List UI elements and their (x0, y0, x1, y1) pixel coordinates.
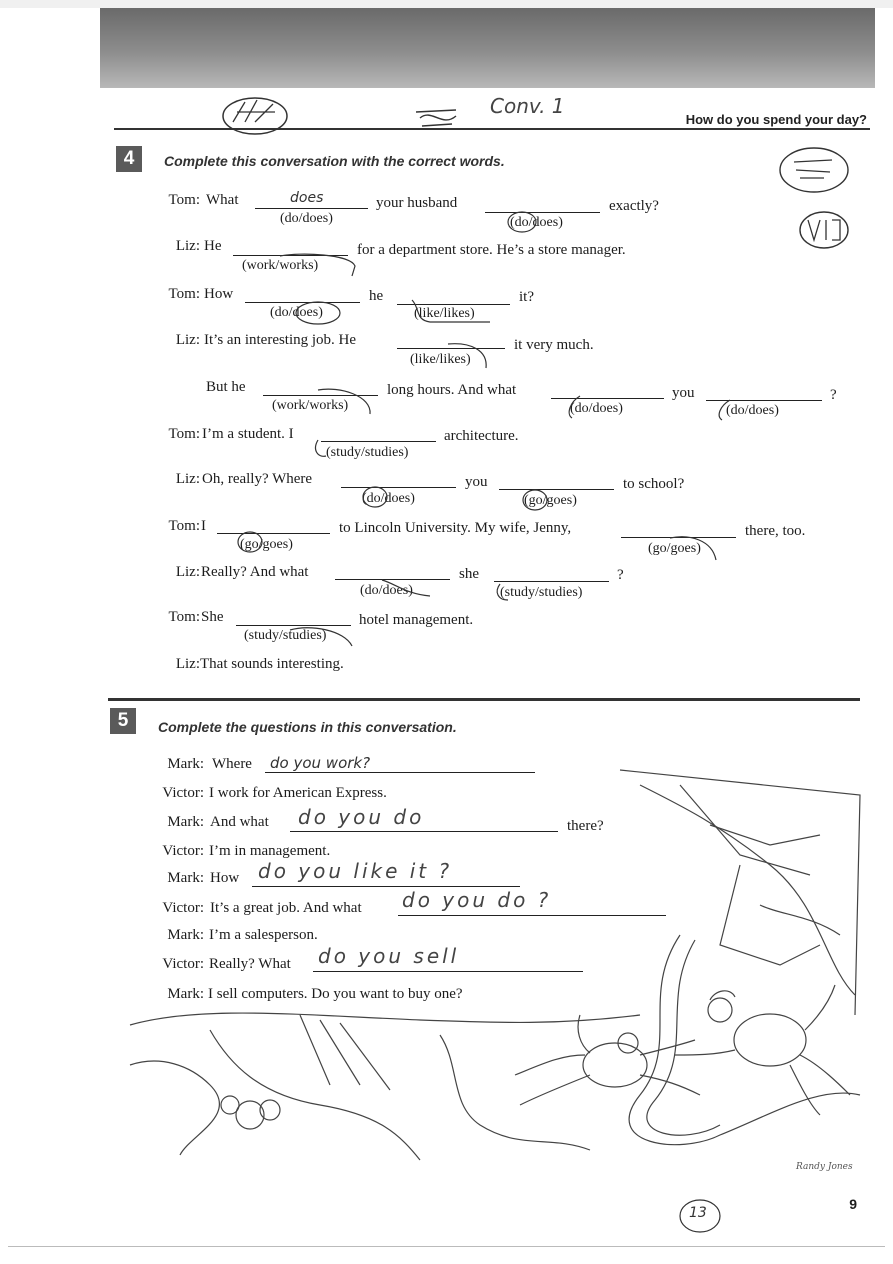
line-text: How (210, 870, 240, 886)
hint: (work/works) (242, 258, 319, 273)
handwritten-answer: do you sell (318, 944, 460, 968)
handwritten-conv-note: Conv. 1 (490, 94, 565, 118)
speaker: Victor: (162, 900, 204, 916)
speaker: Mark: (167, 814, 204, 830)
line-text: ? (617, 567, 624, 583)
hint: (study/studies) (326, 445, 409, 460)
hint: (study/studies) (500, 585, 583, 600)
speaker: Tom: (168, 286, 200, 302)
line-text: He (204, 238, 222, 254)
line-text: long hours. And what (387, 382, 517, 398)
skydivers-illustration (120, 765, 865, 1165)
handwritten-answer: do you do (298, 805, 425, 829)
line-text: it? (519, 289, 534, 305)
line-text: to school? (623, 476, 685, 492)
page-header-title: How do you spend your day? (685, 112, 867, 127)
exercise-4-instruction: Complete this conversation with the correct words. (164, 153, 505, 169)
line-text: Really? And what (201, 564, 309, 580)
line-text: It’s an interesting job. He (204, 332, 357, 348)
line-text: It’s a great job. And what (210, 900, 362, 916)
hint: (do/does) (570, 401, 623, 416)
line-text: What (206, 192, 239, 208)
exercise-5-number: 5 (110, 708, 136, 734)
speaker: Tom: (168, 518, 200, 534)
scan-bottom-edge (8, 1246, 885, 1247)
hint: (like/likes) (414, 306, 475, 321)
speaker: Liz: (175, 238, 200, 254)
line-text: ? (830, 387, 837, 403)
line-text: you (672, 385, 695, 401)
hint: (study/studies) (244, 628, 327, 643)
line-text: Really? What (209, 956, 291, 972)
line-text: But he (206, 379, 246, 395)
illustrator-signature: Randy Jones (796, 1162, 853, 1172)
hint: (do/does) (362, 491, 415, 506)
line-text: for a department store. He’s a store manager. (357, 242, 626, 258)
line-text: there, too. (745, 523, 806, 539)
hint: (do/does) (510, 215, 563, 230)
line-text: And what (210, 814, 269, 830)
hint: (like/likes) (410, 352, 471, 367)
handwritten-answer: do you do ? (402, 888, 552, 912)
line-text: it very much. (514, 337, 594, 353)
exercise-5-instruction: Complete the questions in this conversation. (158, 719, 457, 735)
speaker: Victor: (162, 785, 204, 801)
speaker: Liz: (175, 564, 200, 580)
line-text: exactly? (609, 198, 659, 214)
handwritten-page-mark-text: 13 (689, 1205, 707, 1221)
speaker: Liz: (175, 332, 200, 348)
handwritten-answer: does (290, 190, 324, 206)
speaker: Mark: (167, 870, 204, 886)
line-text: you (465, 474, 488, 490)
hint: (go/goes) (240, 537, 293, 552)
line-text: Where (212, 756, 252, 772)
line-text: she (459, 566, 479, 582)
hint: (do/does) (360, 583, 413, 598)
hint: (work/works) (272, 398, 349, 413)
line-text: I’m a student. I (202, 426, 294, 442)
line-text: I’m in management. (209, 843, 331, 859)
line-text: I work for American Express. (209, 785, 387, 801)
hint: (go/goes) (524, 493, 577, 508)
speaker: Mark: (167, 756, 204, 772)
speaker: Liz: (175, 471, 200, 487)
line-text: She (201, 609, 224, 625)
hint: (go/goes) (648, 541, 701, 556)
speaker: Mark: (167, 927, 204, 943)
hint: (do/does) (270, 305, 323, 320)
page-number: 9 (849, 1196, 857, 1212)
speaker: Tom: (168, 609, 200, 625)
line-text: he (369, 288, 384, 304)
speaker: Mark: (167, 986, 204, 1002)
speaker: Victor: (162, 843, 204, 859)
section-divider (108, 698, 860, 701)
line-text: I’m a salesperson. (209, 927, 318, 943)
line-text: How (204, 286, 234, 302)
hint: (do/does) (280, 211, 333, 226)
line-text: there? (567, 818, 604, 834)
line-text: I (201, 518, 206, 534)
line-text: I sell computers. Do you want to buy one? (208, 986, 463, 1002)
speaker: Liz: (175, 656, 200, 672)
handwritten-answer: do you like it ? (258, 859, 453, 883)
speaker: Tom: (168, 426, 200, 442)
line-text: architecture. (444, 428, 519, 444)
line-text: your husband (376, 195, 458, 211)
speaker: Victor: (162, 956, 204, 972)
hint: (do/does) (726, 403, 779, 418)
line-text: That sounds interesting. (200, 656, 344, 672)
line-text: hotel management. (359, 612, 474, 628)
speaker: Tom: (168, 192, 200, 208)
line-text: Oh, really? Where (202, 471, 313, 487)
line-text: to Lincoln University. My wife, Jenny, (339, 520, 572, 536)
exercise-4-number: 4 (116, 146, 142, 172)
handwritten-answer: do you work? (270, 754, 371, 772)
